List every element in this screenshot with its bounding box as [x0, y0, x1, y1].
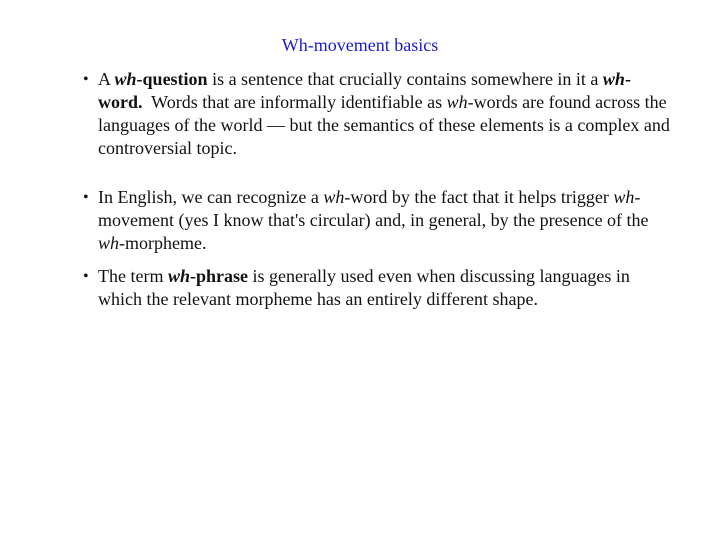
bullet-dot: • [83, 189, 89, 206]
bullet-dot: • [83, 268, 89, 285]
text: The term [98, 266, 168, 286]
text: -word by the fact that it helps trigger [344, 187, 614, 207]
bullet-list [82, 68, 672, 311]
term-wh-question [115, 69, 208, 89]
text: Words that are informally identifiable as [142, 92, 447, 112]
text: is a sentence that crucially contains somewhere in it a [207, 69, 603, 89]
bullet-item-wh-question [82, 68, 672, 160]
bullet-item-english-wh-word [82, 186, 672, 255]
italic-wh: wh [613, 187, 635, 207]
text: -movement (yes I know that's circular) and, in general, by the presence of the [98, 187, 649, 230]
term-rest: -phrase [190, 266, 249, 286]
bullet-dot: • [83, 71, 89, 88]
italic-wh: wh [446, 92, 468, 112]
term-wh-phrase [168, 266, 248, 286]
text: is generally used even when discussing languages in which the relevant morpheme has an entirely different shape. [98, 266, 630, 309]
term-rest: -word. [98, 69, 631, 112]
term-italic: wh [114, 69, 137, 89]
bullet-item-wh-phrase [82, 265, 672, 311]
text: In English, we can recognize a [98, 187, 324, 207]
text: -words are found across the languages of the world — but the semantics of these elements is a complex and controversial topic. [98, 92, 670, 158]
term-rest: -question [136, 69, 208, 89]
slide-title: Wh-movement basics [281, 35, 439, 55]
text: A [98, 69, 115, 89]
term-italic: wh [167, 266, 191, 286]
text: -morpheme. [119, 233, 207, 253]
italic-wh: wh [98, 233, 120, 253]
italic-wh: wh [323, 187, 345, 207]
term-italic: wh [602, 69, 625, 89]
